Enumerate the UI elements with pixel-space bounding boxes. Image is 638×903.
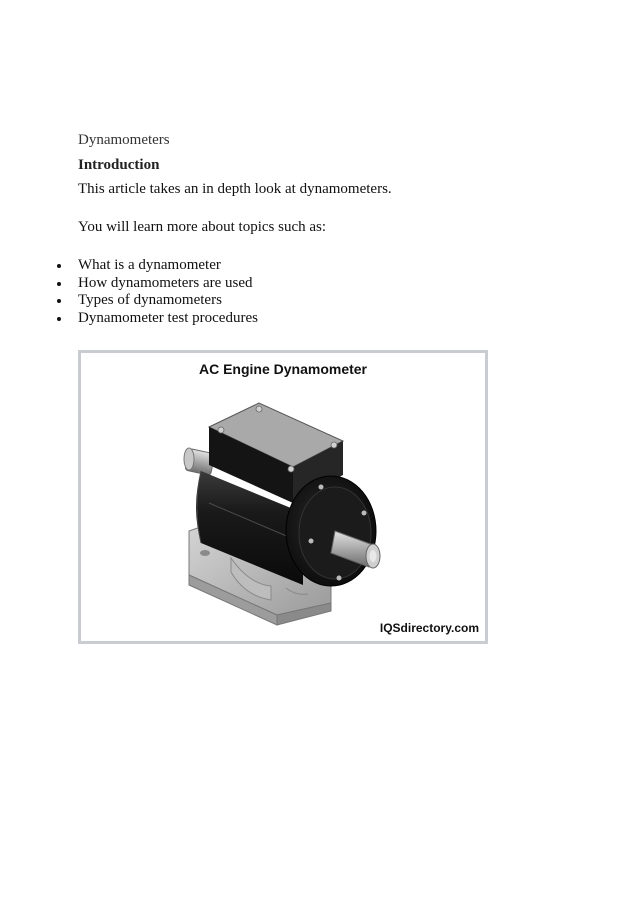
intro-paragraph: This article takes an in depth look at dynamometers.: [78, 181, 392, 197]
dynamometer-figure: [78, 350, 488, 644]
list-item-label: What is a dynamometer: [78, 257, 221, 273]
list-item-label: Types of dynamometers: [78, 292, 222, 308]
dynamometer-illustration: [81, 353, 485, 641]
list-item-label: How dynamometers are used: [78, 274, 253, 291]
bullet-icon: [57, 264, 61, 268]
topic-list: [0, 257, 258, 327]
section-heading: Introduction: [78, 157, 160, 173]
list-item: [0, 310, 258, 328]
document-title: Dynamometers: [78, 132, 170, 148]
front-flange: [286, 476, 376, 586]
list-item: [0, 257, 258, 275]
figure-caption: AC Engine Dynamometer: [198, 361, 368, 377]
bullet-icon: [57, 299, 61, 303]
list-item: [0, 275, 258, 293]
learn-more-paragraph: You will learn more about topics such as:: [78, 219, 327, 235]
bullet-icon: [57, 317, 61, 321]
figure-credit: IQSdirectory.com: [379, 621, 479, 635]
list-item: [0, 292, 258, 310]
bullet-icon: [57, 282, 61, 286]
list-item-label: Dynamometer test procedures: [78, 309, 258, 326]
